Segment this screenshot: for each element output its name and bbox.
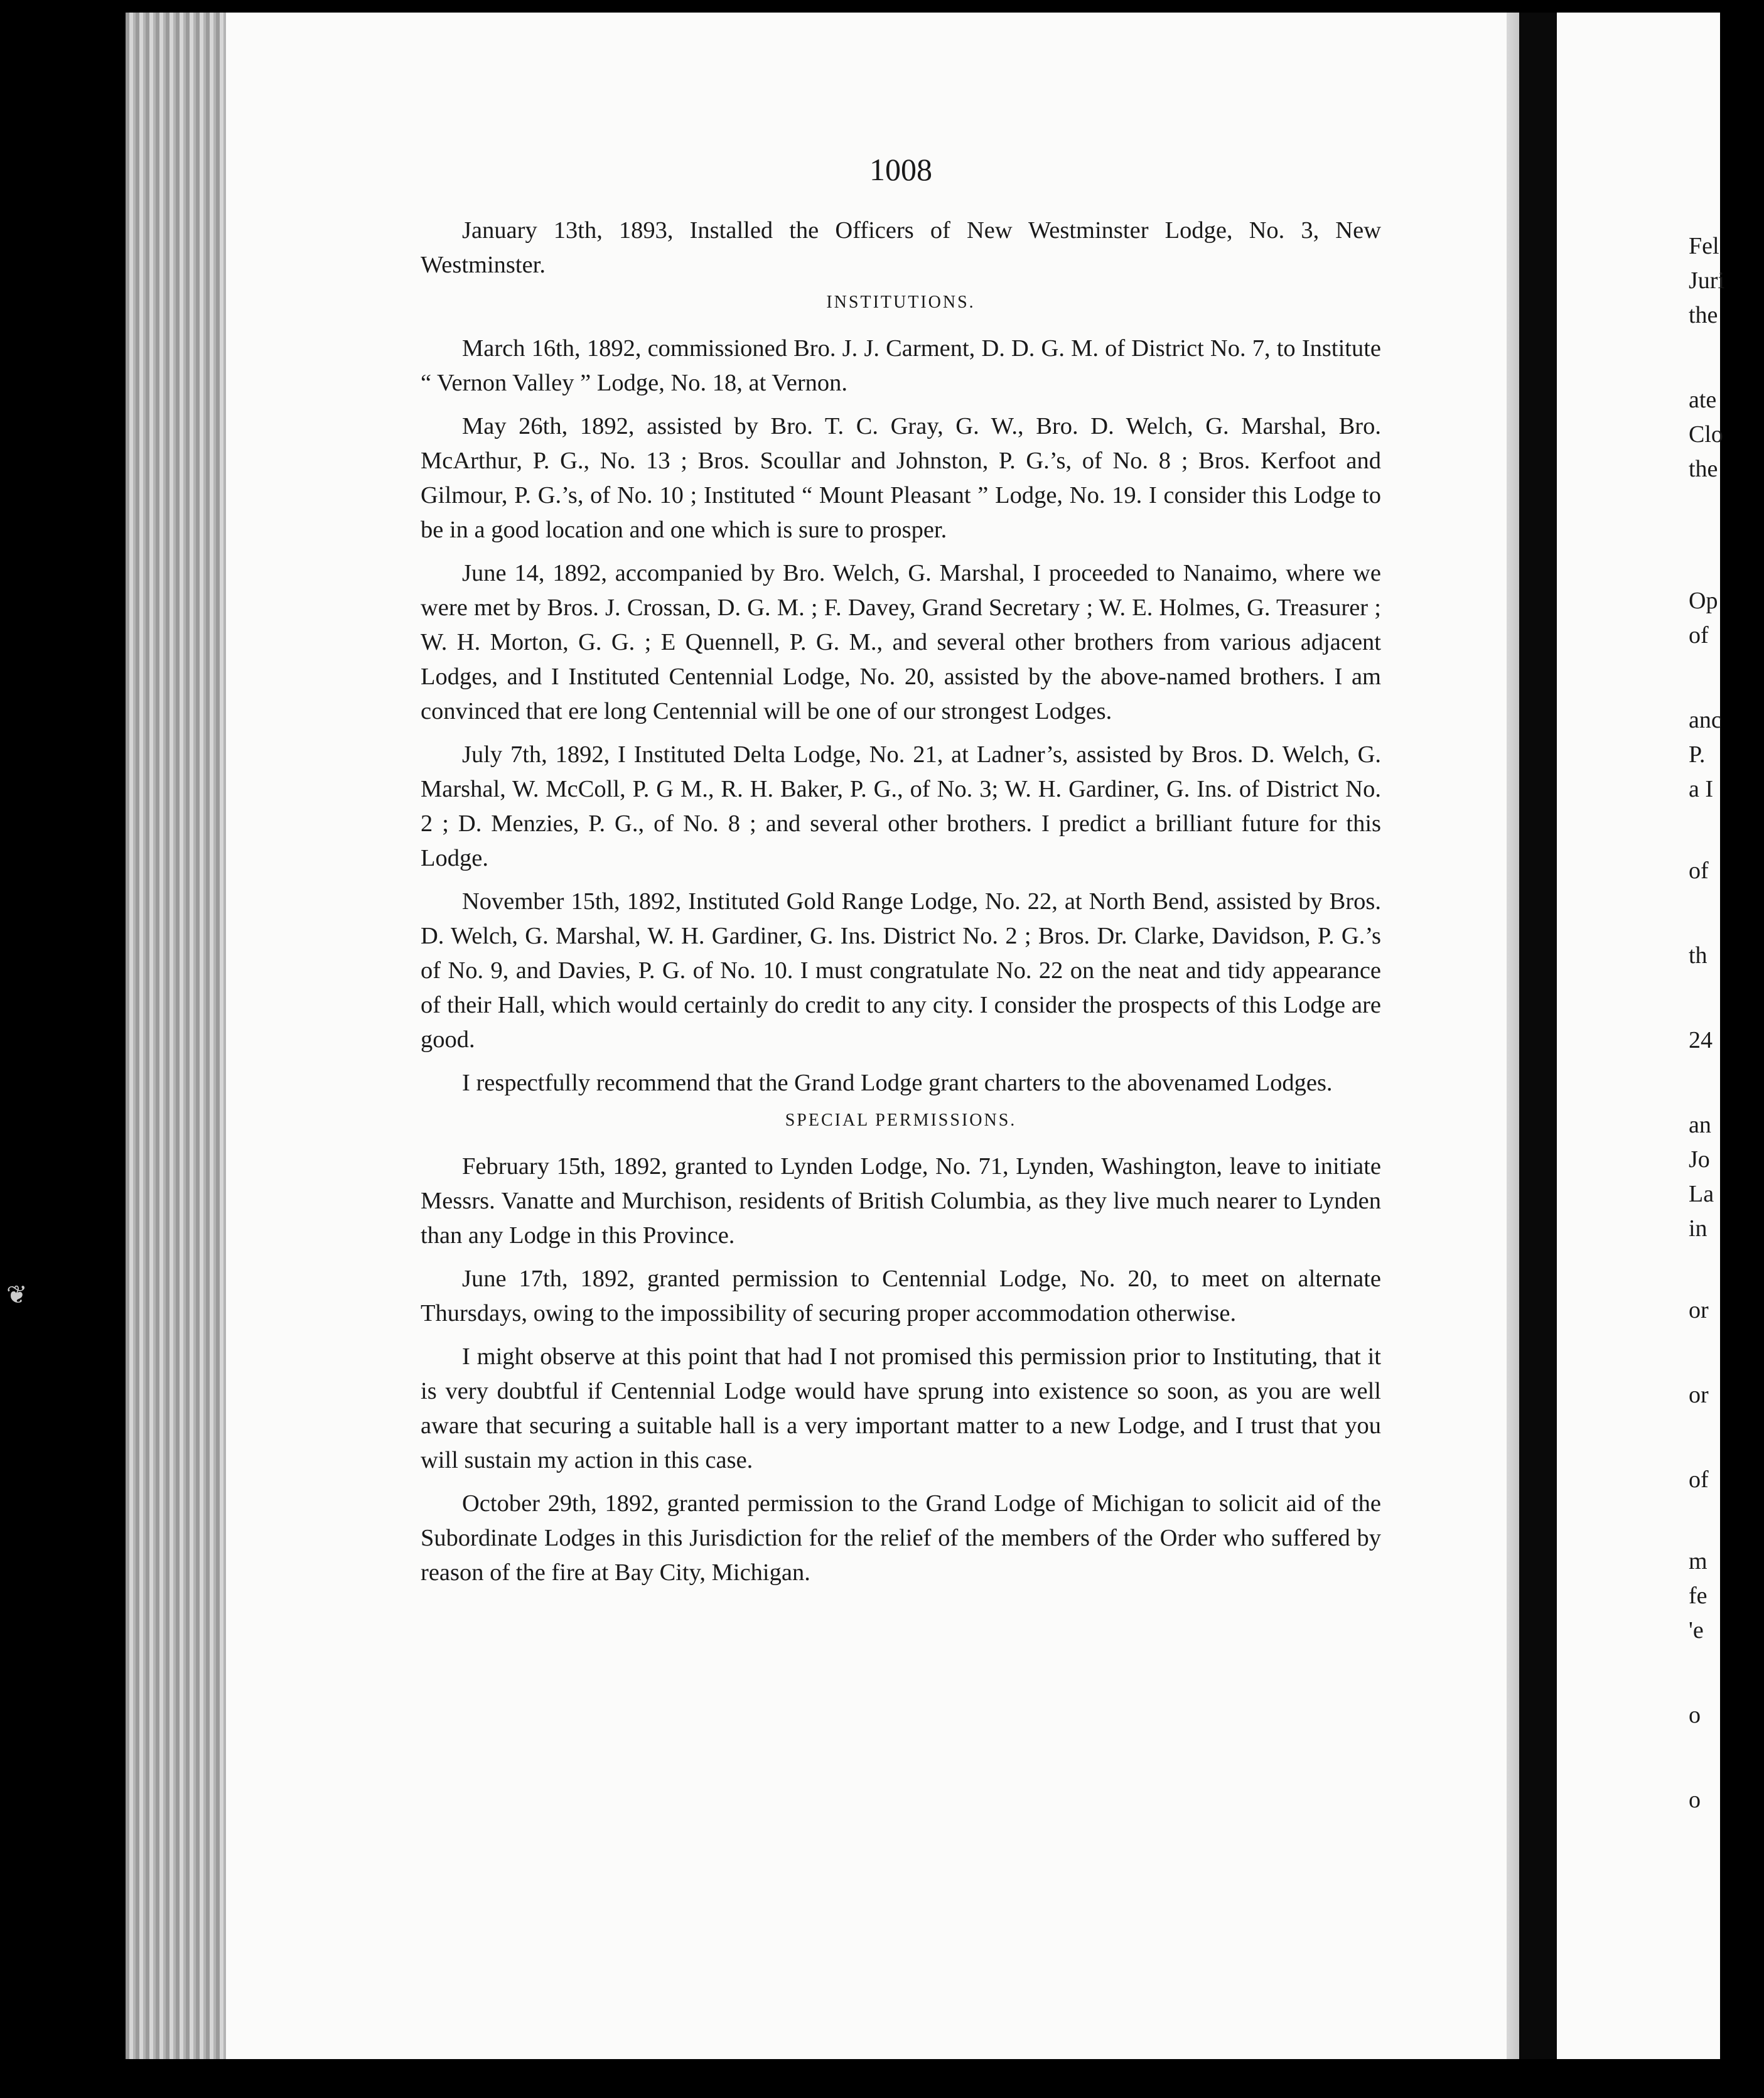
facing-page-fragment: of (1689, 622, 1709, 648)
facing-page-fragment: an (1689, 1112, 1711, 1138)
facing-page-fragment: a I (1689, 776, 1714, 802)
facing-page-fragment: 'e (1689, 1617, 1704, 1643)
paragraph: November 15th, 1892, Instituted Gold Range Lodge, No. 22, at North Bend, assisted by Bros. D. Welch, G. Marshal, W. H. Gardiner, G. Ins. District No. 2 ; Bros. Dr. Clarke, Davidson, P. G.’s of No. 9, and Davies, P. G. of No. 10. I must congratulate No. 22 on the neat and tidy appearance of their Hall, which would certainly do credit to any city. I consider the prospects of this Lodge are good. (421, 888, 1381, 1053)
page-number: 1008 (869, 152, 932, 187)
paragraph: May 26th, 1892, assisted by Bro. T. C. Gray, G. W., Bro. D. Welch, G. Marshal, Bro. McArthur, P. G., No. 13 ; Bros. Scoullar and Johnston, P. G.’s, of No. 8 ; Bros. Kerfoot and Gilmour, P. G.’s, of No. 10 ; Instituted “ Mount Pleasant ” Lodge, No. 19. I consider this Lodge to be in a good location and one which is sure to prosper. (421, 413, 1381, 543)
facing-page-fragment: the (1689, 456, 1718, 482)
paragraph: October 29th, 1892, granted permission to the Grand Lodge of Michigan to solicit aid of the Subordinate Lodges in this Jurisdiction for the relief of the members of the Order who suffered by reason of the fire at Bay City, Michigan. (421, 1490, 1381, 1586)
paragraph: July 7th, 1892, I Instituted Delta Lodge, No. 21, at Ladner’s, assisted by Bros. D. Welch, G. Marshal, W. McColl, P. G M., R. H. Baker, P. G., of No. 3; W. H. Gardiner, G. Ins. of District No. 2 ; D. Menzies, P. G., of No. 8 ; and several other brothers. I predict a brilliant future for this Lodge. (421, 741, 1381, 871)
paragraph: I might observe at this point that had I not promised this permission prior to Instituting, that it is very doubtful if Centennial Lodge would have sprung into existence so soon, as you are well aware that securing a suitable hall is a very important matter to a new Lodge, and I trust that you will sustain my action in this case. (421, 1343, 1381, 1473)
paragraph: February 15th, 1892, granted to Lynden Lodge, No. 71, Lynden, Washington, leave to initiate Messrs. Vanatte and Murchison, residents of British Columbia, as they live much nearer to Lynden than any Lodge in this Province. (421, 1153, 1381, 1249)
scan-background-left (0, 0, 100, 2098)
text-column (421, 151, 1381, 1590)
facing-page-fragment: o (1689, 1787, 1701, 1813)
facing-page-fragment: Fel (1689, 233, 1719, 259)
facing-page-fragment: o (1689, 1702, 1701, 1728)
paragraph: June 14, 1892, accompanied by Bro. Welch, G. Marshal, I proceeded to Nanaimo, where we were met by Bros. J. Crossan, D. G. M. ; F. Davey, Grand Secretary ; W. E. Holmes, G. Treasurer ; W. H. Morton, G. G. ; E Quennell, P. G. M., and several other brothers from various adjacent Lodges, and I Instituted Centennial Lodge, No. 20, assisted by the above-named brothers. I am convinced that ere long Centennial will be one of our strongest Lodges. (421, 560, 1381, 724)
facing-page-fragment: Juri (1689, 267, 1724, 294)
book-spine (1519, 13, 1557, 2059)
paragraph: March 16th, 1892, commissioned Bro. J. J. Carment, D. D. G. M. of District No. 7, to Institute “ Vernon Valley ” Lodge, No. 18, at Vernon. (421, 335, 1381, 396)
facing-page-fragment: or (1689, 1382, 1709, 1408)
facing-page-fragment: m (1689, 1548, 1708, 1574)
scan-artifact: ❦ (6, 1281, 28, 1310)
paragraph: June 17th, 1892, granted permission to Centennial Lodge, No. 20, to meet on alternate Thursdays, owing to the impossibility of securing proper accommodation otherwise. (421, 1266, 1381, 1326)
facing-page-fragment: ate (1689, 387, 1717, 413)
facing-page-fragment: Clo (1689, 421, 1723, 448)
facing-page-fragment: Op (1689, 588, 1718, 614)
section-heading-special-permissions: SPECIAL PERMISSIONS. (785, 1111, 1017, 1130)
facing-page-fragment: in (1689, 1215, 1708, 1242)
facing-page-fragment: P. (1689, 741, 1706, 768)
facing-page-fragment: or (1689, 1297, 1709, 1323)
page-edges (126, 13, 226, 2059)
facing-page-fragment: the (1689, 302, 1718, 328)
facing-page-fragment: 24 (1689, 1027, 1713, 1053)
facing-page-fragment: of (1689, 1466, 1709, 1493)
facing-page-fragment: anc (1689, 707, 1722, 733)
facing-page-fragment: of (1689, 858, 1709, 884)
paragraph: I respectfully recommend that the Grand Lodge grant charters to the abovenamed Lodges. (462, 1070, 1333, 1096)
section-heading-institutions: INSTITUTIONS. (826, 293, 976, 312)
facing-page-fragment: La (1689, 1181, 1714, 1207)
facing-page-fragment: fe (1689, 1583, 1708, 1609)
facing-page-fragment: th (1689, 942, 1708, 969)
paragraph: January 13th, 1893, Installed the Officers of New Westminster Lodge, No. 3, New Westminster. (421, 217, 1381, 278)
facing-page-fragment: Jo (1689, 1146, 1710, 1173)
